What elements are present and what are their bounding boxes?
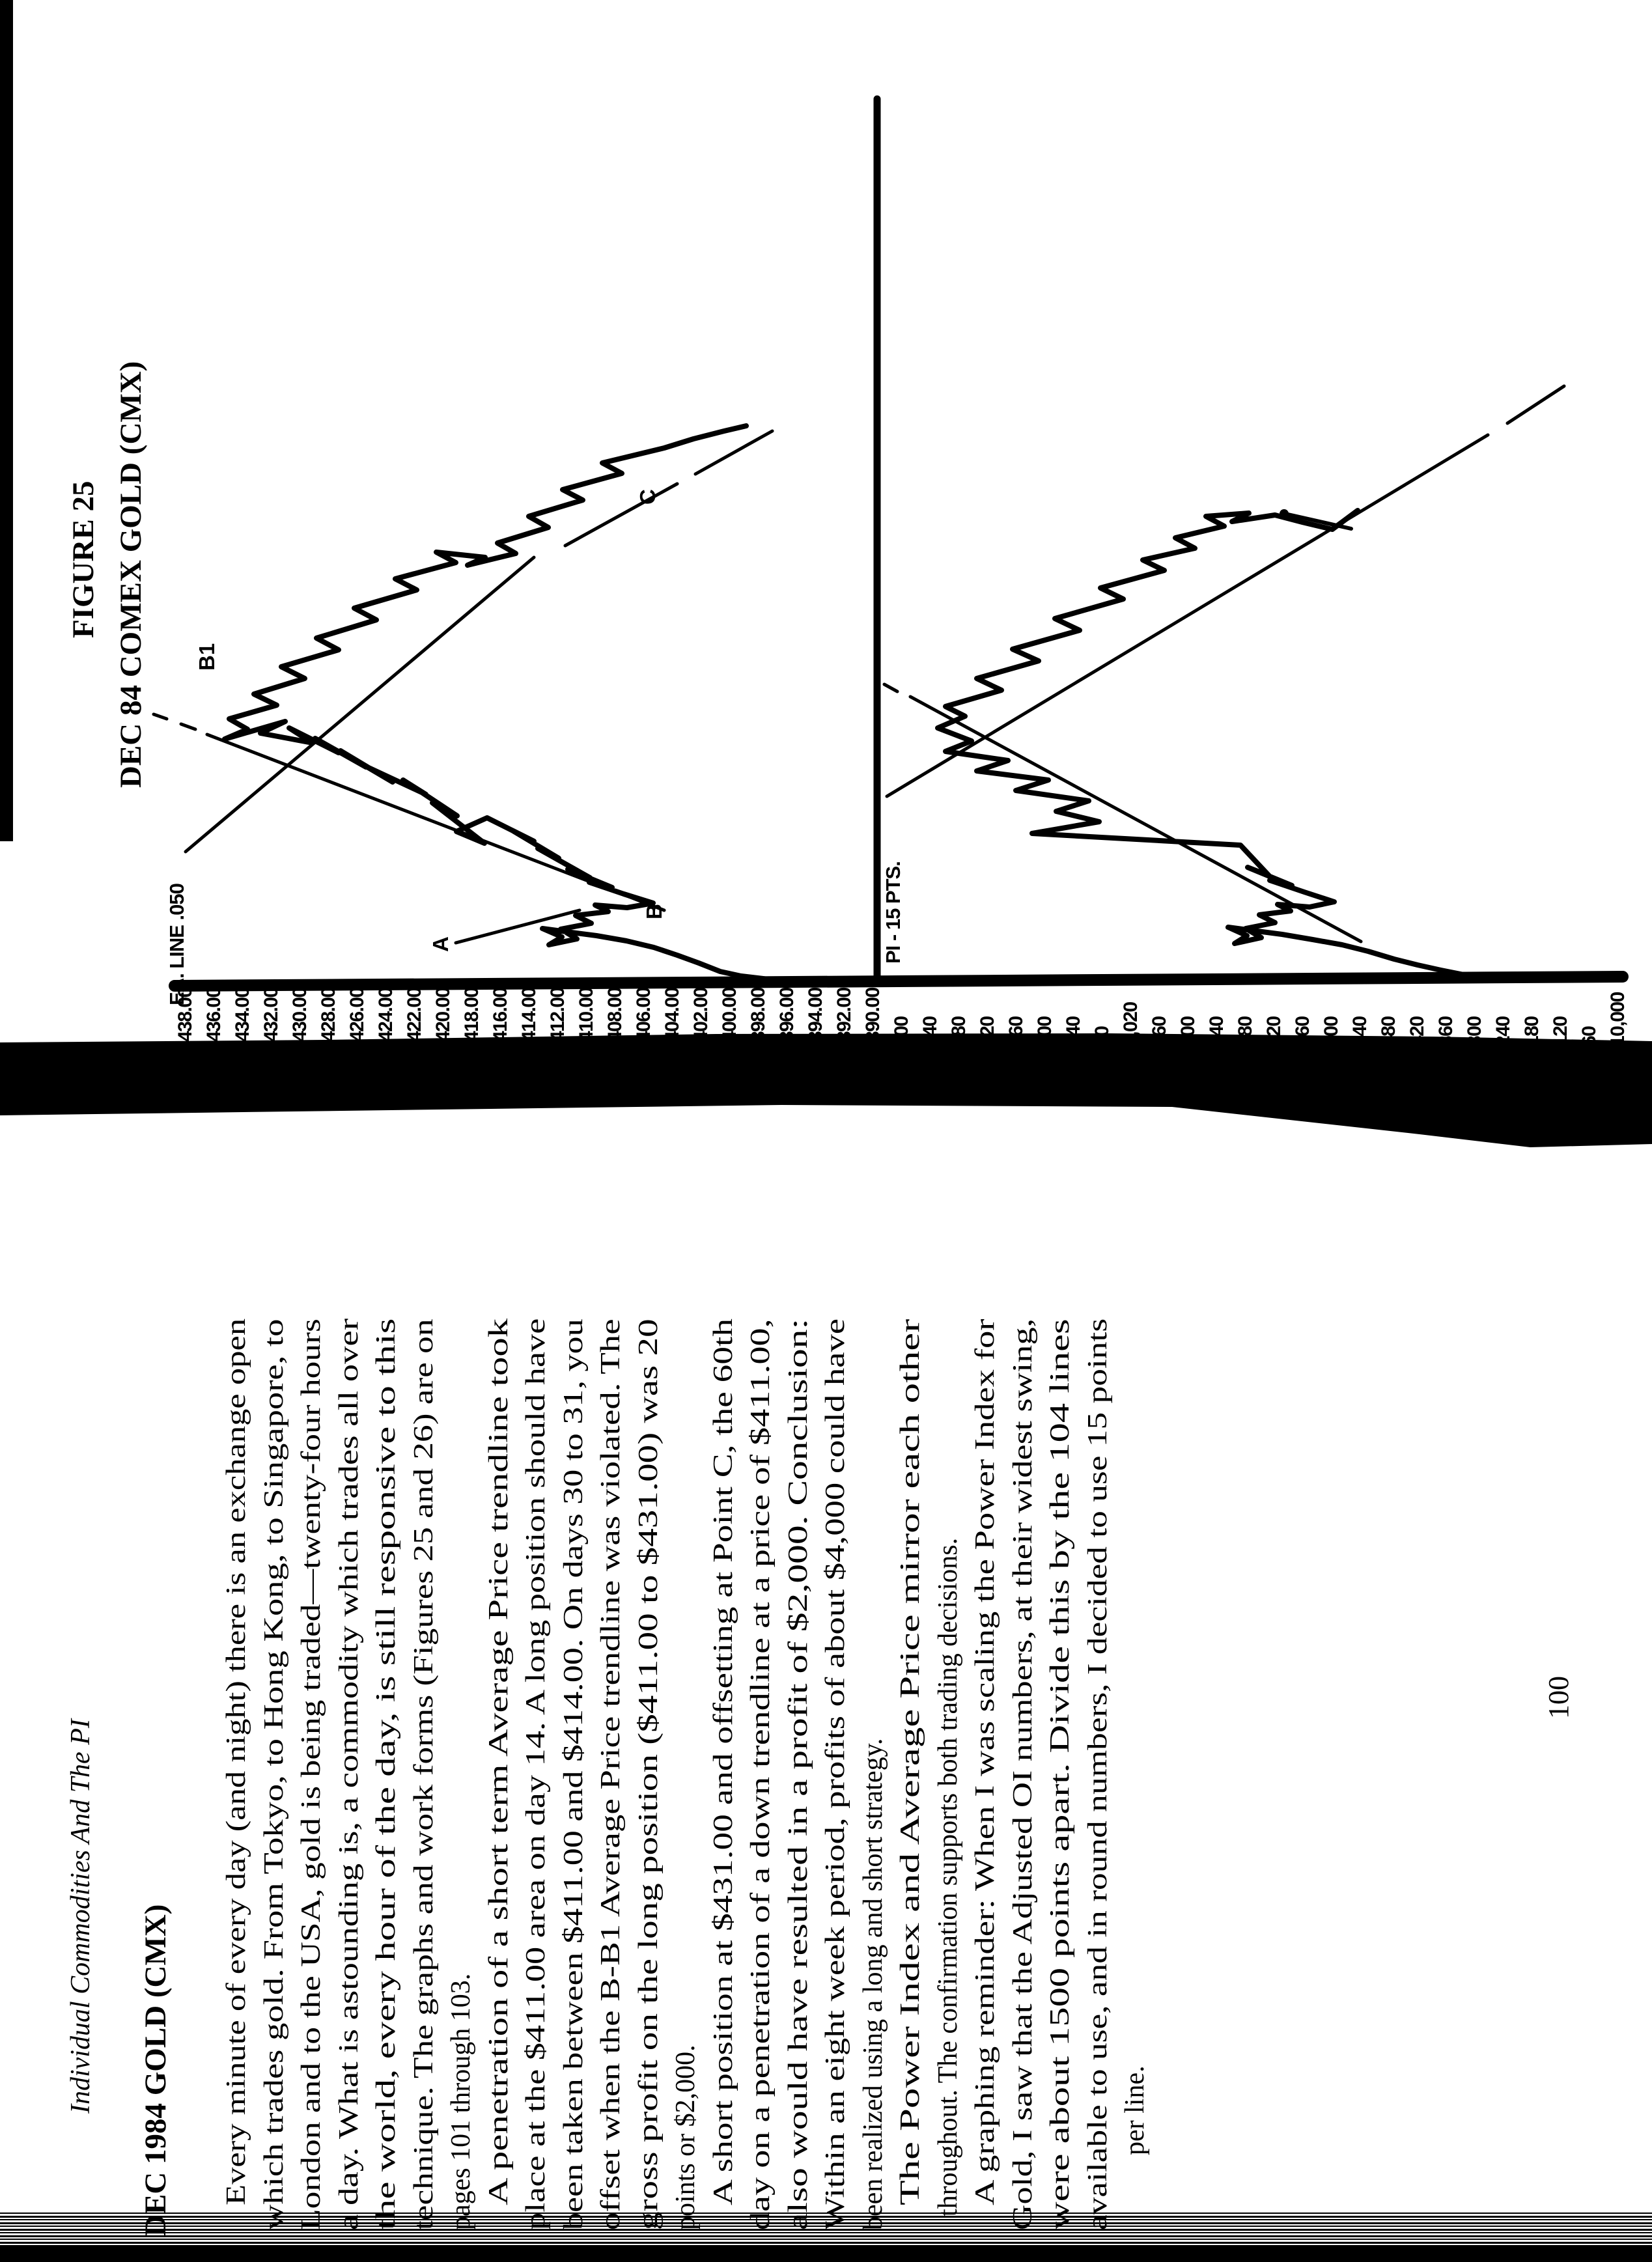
section-heading: DEC 1984 GOLD (CMX) (139, 1904, 173, 2237)
chart1-axis-tick-label: 428.00 (318, 988, 339, 1042)
chart2-axis-tick-label: 240 (1492, 1016, 1514, 1046)
chart1-axis-tick-label: 412.00 (547, 988, 568, 1042)
body-line: London and to the USA, gold is being traded—twenty-four hours (296, 1319, 326, 2230)
chart1-axis-tick-label: 390.00 (862, 988, 884, 1042)
body-line: Gold, I saw that the Adjusted OI numbers, at their widest swing, (1007, 1318, 1038, 2230)
figure-title: FIGURE 25 (66, 481, 100, 638)
chart2-trendline-up-dash (884, 684, 897, 691)
chart2-axis-tick-label: 780 (1235, 1016, 1256, 1046)
chart1-axis-tick-label: 402.00 (690, 988, 712, 1042)
body-line: a day. What is astounding is, a commodity which trades all over (333, 1318, 364, 2230)
body-line: per line. (1120, 2065, 1150, 2155)
chart2-spur-endpoint-dot (1280, 509, 1289, 518)
chart2-axis-tick-label: 180 (1521, 1016, 1543, 1046)
chart2-trendline-down-seg2 (1507, 386, 1564, 423)
chart2-axis-tick-label: 420 (1407, 1016, 1428, 1046)
chart1-axis-tick-label: 430.00 (289, 988, 311, 1042)
chart2-axis-tick-label: 380 (948, 1016, 970, 1046)
body-line: been realized using a long and short strategy. (858, 1738, 888, 2230)
chart1-axis-tick-label: 398.00 (748, 988, 769, 1042)
chart2-trendline-up (910, 697, 1361, 942)
chart2-axis-tick-label: 60 (1578, 1026, 1600, 1046)
body-line: day on a penetration of a down trendline at a price of $411.00, (746, 1319, 776, 2230)
chart2-axis-tick-label: 140 (1063, 1016, 1084, 1046)
body-line: were about 1500 points apart. Divide this by the 104 lines (1045, 1319, 1075, 2230)
chart1-axis-tick-label: 418.00 (461, 988, 483, 1042)
chart1-trendline-b-b1-dash1 (181, 724, 195, 729)
chart2-axis-tick-label: 440 (919, 1016, 941, 1046)
chart2-axis-tick-label: 500 (891, 1016, 912, 1046)
chart1-axis-tick-label: 416.00 (490, 988, 511, 1042)
chart1-axis-tick-label: 420.00 (432, 988, 454, 1042)
chart1-axis-tick-label: 434.00 (232, 988, 253, 1042)
chart1-axis-tick-label: 408.00 (604, 988, 626, 1042)
chart2-axis-tick-label: 1,020 (1120, 1002, 1141, 1046)
body-line: technique. The graphs and work forms (Figures 25 and 26) are on (408, 1319, 439, 2230)
body-line: A short position at $431.00 and offsetting at Point C, the 60th (708, 1318, 738, 2205)
chart2-trendline-down-seg1 (887, 435, 1488, 796)
chart1-axis-tick-label: 400.00 (719, 988, 740, 1042)
body-line: pages 101 through 103. (446, 1973, 476, 2230)
chart2-axis-tick-label: 10,000 (1607, 992, 1629, 1046)
body-line: which trades gold. From Tokyo, to Hong Kong, to Singapore, to (259, 1319, 289, 2230)
body-line: Within an eight week period, profits of about $4,000 could have (820, 1318, 850, 2230)
chart2-axis-tick-label: 840 (1206, 1016, 1227, 1046)
figure-subtitle: DEC 84 COMEX GOLD (CMX) (114, 361, 148, 788)
chart2-axis-tick-label: 260 (1005, 1016, 1027, 1046)
chart1-axis-tick-label: 396.00 (776, 988, 798, 1042)
body-line: points or $2,000. (671, 2045, 701, 2230)
chart2-axis-tick-label: 900 (1177, 1016, 1199, 1046)
chart1-axis-tick-label: 422.00 (404, 988, 425, 1042)
running-head: Individual Commodities And The PI (66, 1719, 96, 2114)
chart2-axis-tick-label: 320 (977, 1016, 998, 1046)
chart1-axis-tick-label: 426.00 (346, 988, 368, 1042)
body-line: the world, every hour of the day, is still responsive to this (371, 1318, 401, 2230)
chart1-axis-tick-label: 410.00 (576, 988, 597, 1042)
body-line: Every minute of every day (and night) there is an exchange open (221, 1318, 251, 2205)
body-line: been taken between $411.00 and $414.00. On days 30 to 31, you (558, 1319, 589, 2230)
chart1-trendline-long (186, 557, 534, 852)
chart2-axis-tick-label: 600 (1321, 1016, 1342, 1046)
chart2-axis-tick-label: 360 (1435, 1016, 1457, 1046)
chart1-point-label-b: B (642, 904, 666, 919)
chart1-axis-tick-label: 432.00 (260, 988, 282, 1042)
chart2-axis-tick-label: 80 (1091, 1026, 1113, 1046)
chart1-price-curve (225, 426, 811, 984)
chart1-axis-tick-label: 438.00 (175, 988, 196, 1042)
chart2-axis-tick-label: 480 (1378, 1016, 1399, 1046)
chart1-trendline-c-seg1 (565, 484, 677, 546)
chart2-axis-tick-label: 540 (1349, 1016, 1371, 1046)
chart1-axis-tick-label: 392.00 (833, 988, 855, 1042)
chart1-axis-line (175, 977, 1623, 986)
body-line: gross profit on the long position ($411.00 to $431.00) was 20 (633, 1319, 664, 2230)
chart2-pi-curve (938, 510, 1464, 975)
chart1-trendline-b-b1-dash2 (154, 714, 167, 719)
chart2-scale-label: PI - 15 PTS. (882, 861, 904, 964)
body-line: place at the $411.00 area on day 14. A long position should have (521, 1318, 551, 2230)
chart2-axis-tick-label: 660 (1292, 1016, 1313, 1046)
chart1-scale-label: EA. LINE .050 (165, 884, 188, 1005)
chart1-axis-tick-label: 436.00 (203, 988, 225, 1042)
chart2-axis-tick-label: 200 (1034, 1016, 1056, 1046)
chart1-axis-tick-label: 404.00 (662, 988, 683, 1042)
body-line: available to use, and in round numbers, I decided to use 15 points (1082, 1318, 1113, 2230)
chart1-axis-tick-label: 394.00 (805, 988, 826, 1042)
chart1-axis-tick-label: 406.00 (633, 988, 654, 1042)
chart1-trendline-b-b1 (207, 734, 664, 910)
body-line: offset when the B-B1 Average Price trendline was violated. The (596, 1319, 626, 2230)
body-line: The Power Index and Average Price mirror each other (895, 1319, 925, 2205)
chart1-point-label-c: C (636, 489, 660, 505)
page-gutter-band (0, 1033, 1652, 1147)
chart2-axis-tick-label: 960 (1149, 1016, 1170, 1046)
body-line: throughout. The confirmation supports both trading decisions. (932, 1537, 963, 2216)
body-line: A penetration of a short term Average Price trendline took (483, 1318, 514, 2205)
chart1-point-label-a: A (428, 936, 453, 952)
body-line: A graphing reminder: When I was scaling the Power Index for (970, 1319, 1000, 2205)
chart1-axis-tick-label: 414.00 (518, 988, 540, 1042)
chart2-axis-tick-label: 300 (1464, 1016, 1485, 1046)
body-line: also would have resulted in a profit of $2,000. Conclusion: (783, 1318, 813, 2230)
page-number: 100 (1543, 1676, 1575, 1719)
chart1-point-label-b1: B1 (195, 643, 219, 671)
chart2-axis-tick-label: 120 (1550, 1016, 1571, 1046)
chart2-axis-tick-label: 720 (1263, 1016, 1285, 1046)
chart1-axis-tick-label: 424.00 (375, 988, 397, 1042)
